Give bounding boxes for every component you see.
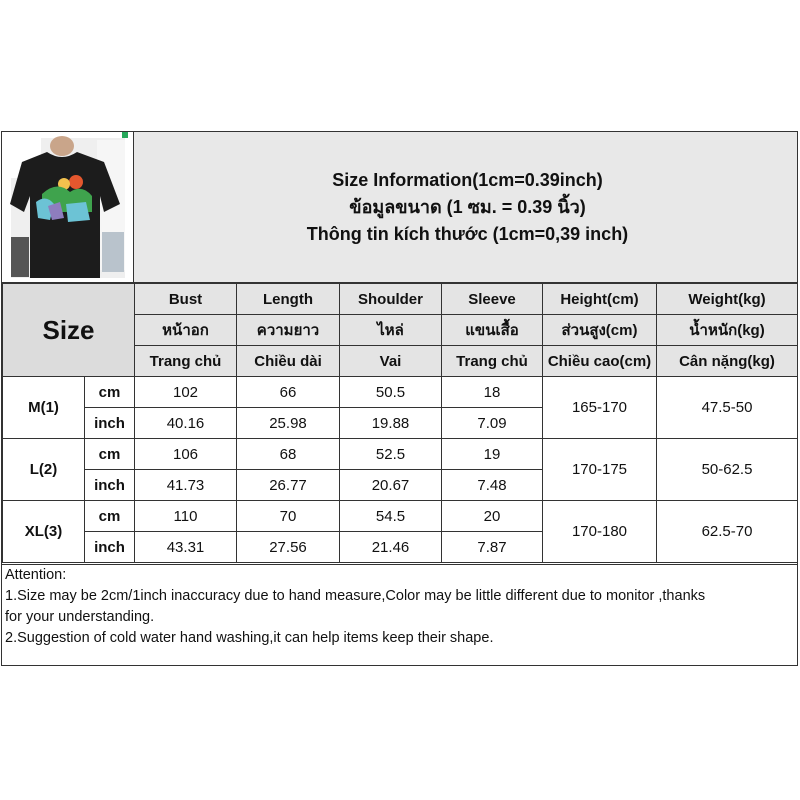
size-label: M(1): [3, 377, 85, 439]
product-photo-cell: [2, 132, 134, 282]
attention-line-2: 2.Suggestion of cold water hand washing,it can help items keep their shape.: [5, 630, 494, 646]
col-shoulder-thai: ไหล่: [340, 315, 442, 346]
header-row: [2, 132, 797, 283]
unit-inch: inch: [85, 470, 135, 501]
title-thai: ข้อมูลขนาด (1 ซม. = 0.39 นิ้ว): [349, 196, 586, 217]
col-length: Length: [237, 284, 340, 315]
title-vietnamese: Thông tin kích thước (1cm=0,39 inch): [306, 223, 629, 244]
height-range: 165-170: [543, 377, 657, 439]
size-table: [2, 283, 798, 563]
attention-line-1-cont: for your understanding.: [5, 609, 155, 625]
sleeve-inch: 7.09: [442, 408, 543, 439]
col-bust: Bust: [135, 284, 237, 315]
col-weight-thai: น้ำหนัก(kg): [657, 315, 798, 346]
table-row: [3, 501, 798, 532]
size-label: XL(3): [3, 501, 85, 563]
col-sleeve-thai: แขนเสื้อ: [442, 315, 543, 346]
shoulder-inch: 20.67: [340, 470, 442, 501]
size-info-title-cell: [134, 132, 797, 282]
col-sleeve: Sleeve: [442, 284, 543, 315]
weight-range: 62.5-70: [657, 501, 798, 563]
sleeve-cm: 20: [442, 501, 543, 532]
bust-cm: 110: [135, 501, 237, 532]
sleeve-inch: 7.87: [442, 532, 543, 563]
col-height-thai: ส่วนสูง(cm): [543, 315, 657, 346]
length-inch: 26.77: [237, 470, 340, 501]
col-length-thai: ความยาว: [237, 315, 340, 346]
height-range: 170-180: [543, 501, 657, 563]
col-bust-vi: Trang chủ: [135, 346, 237, 377]
length-inch: 27.56: [237, 532, 340, 563]
length-inch: 25.98: [237, 408, 340, 439]
bust-cm: 106: [135, 439, 237, 470]
length-cm: 70: [237, 501, 340, 532]
table-row: [3, 377, 798, 408]
length-cm: 66: [237, 377, 340, 408]
col-height-vi: Chiều cao(cm): [543, 346, 657, 377]
table-row: [3, 439, 798, 470]
shoulder-cm: 52.5: [340, 439, 442, 470]
bust-inch: 40.16: [135, 408, 237, 439]
sleeve-cm: 18: [442, 377, 543, 408]
col-weight-vi: Cân nặng(kg): [657, 346, 798, 377]
size-header: Size: [3, 284, 135, 377]
col-shoulder-vi: Vai: [340, 346, 442, 377]
sleeve-cm: 19: [442, 439, 543, 470]
col-bust-thai: หน้าอก: [135, 315, 237, 346]
title-english: Size Information(1cm=0.39inch): [332, 169, 603, 190]
col-shoulder: Shoulder: [340, 284, 442, 315]
attention-notes: [2, 564, 797, 665]
unit-inch: inch: [85, 532, 135, 563]
shoulder-cm: 54.5: [340, 501, 442, 532]
size-chart-sheet: [1, 131, 798, 666]
unit-inch: inch: [85, 408, 135, 439]
header-row-english: [3, 284, 798, 315]
col-length-vi: Chiều dài: [237, 346, 340, 377]
sleeve-inch: 7.48: [442, 470, 543, 501]
unit-cm: cm: [85, 501, 135, 532]
unit-cm: cm: [85, 377, 135, 408]
shoulder-cm: 50.5: [340, 377, 442, 408]
shoulder-inch: 21.46: [340, 532, 442, 563]
col-sleeve-vi: Trang chủ: [442, 346, 543, 377]
bust-inch: 41.73: [135, 470, 237, 501]
height-range: 170-175: [543, 439, 657, 501]
col-height: Height(cm): [543, 284, 657, 315]
shoulder-inch: 19.88: [340, 408, 442, 439]
weight-range: 50-62.5: [657, 439, 798, 501]
unit-cm: cm: [85, 439, 135, 470]
length-cm: 68: [237, 439, 340, 470]
attention-line-1: 1.Size may be 2cm/1inch inaccuracy due to hand measure,Color may be little different due to monitor ,thanks: [5, 588, 706, 604]
col-weight: Weight(kg): [657, 284, 798, 315]
weight-range: 47.5-50: [657, 377, 798, 439]
product-photo-image: [2, 132, 133, 282]
bust-cm: 102: [135, 377, 237, 408]
size-label: L(2): [3, 439, 85, 501]
bust-inch: 43.31: [135, 532, 237, 563]
attention-heading: Attention:: [5, 567, 67, 583]
